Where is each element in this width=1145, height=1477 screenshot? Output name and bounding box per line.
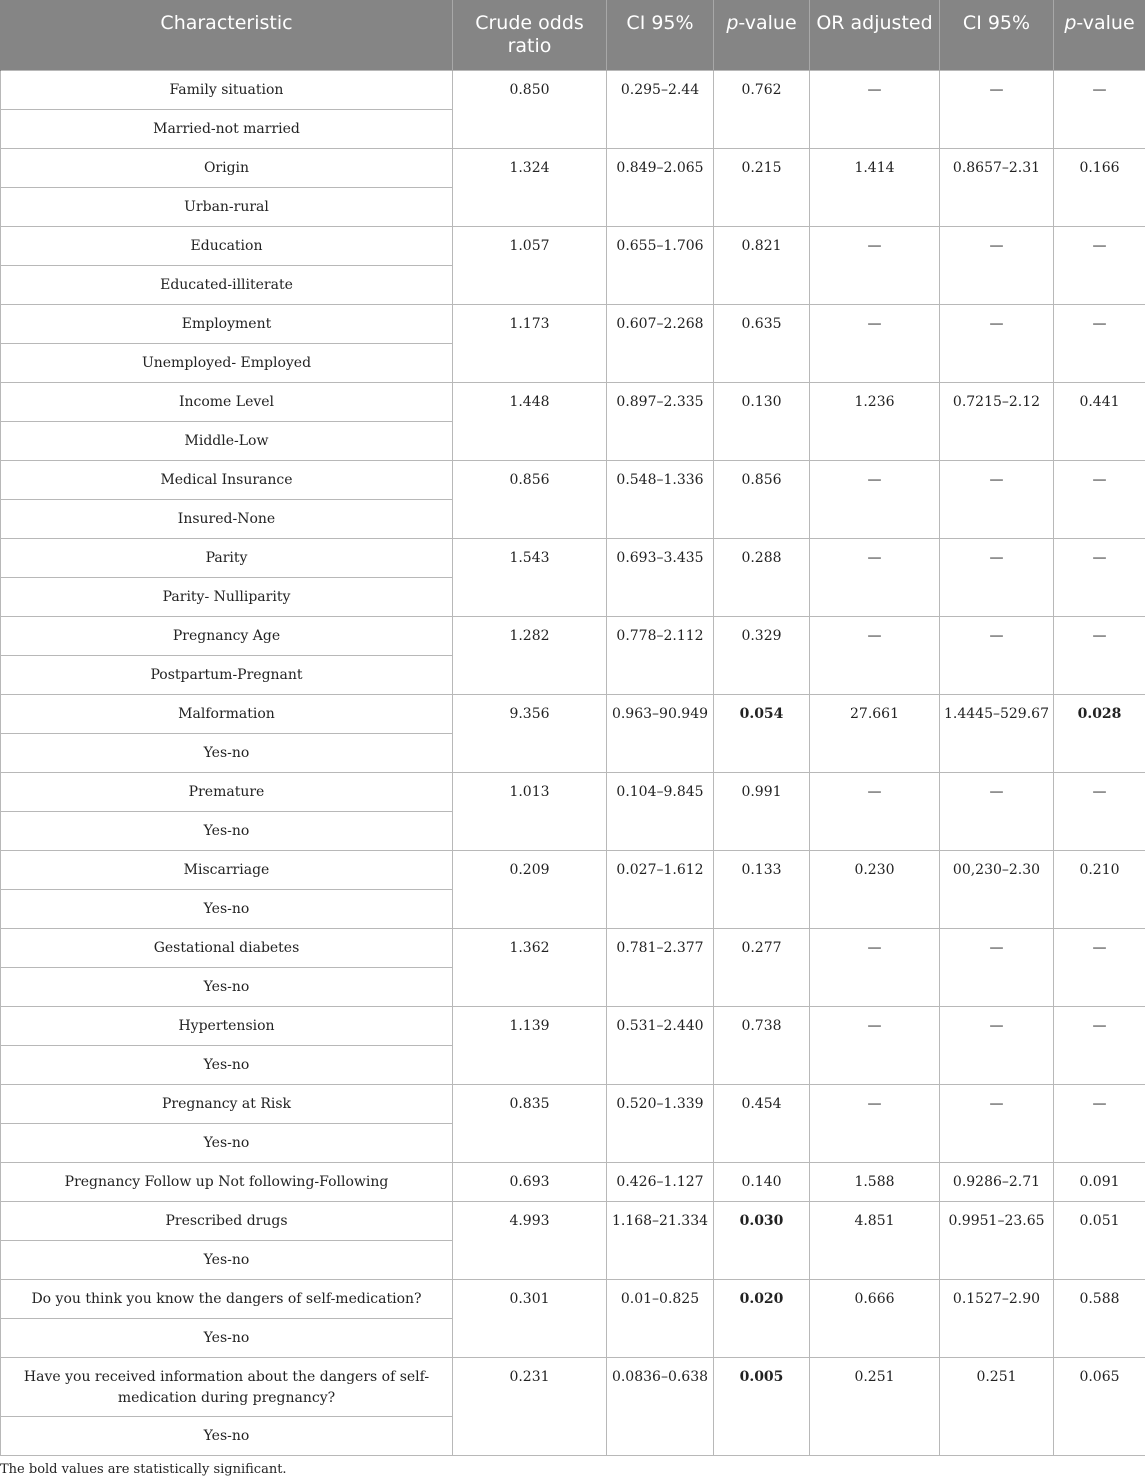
characteristic-cell: Do you think you know the dangers of self-medication?: [1, 1279, 453, 1318]
table-body: [1, 70, 1145, 1455]
crude-odds-ratio-cell: 9.356: [453, 694, 607, 772]
table-row: [1, 850, 1145, 889]
p-value-cell: 0.133: [714, 850, 810, 928]
or-adjusted-cell: 0.230: [810, 850, 940, 928]
header-p-value-label: -value: [738, 12, 796, 34]
ci-95-adjusted-cell: 00,230–2.30: [940, 850, 1054, 928]
characteristic-sub-cell: Yes-no: [1, 811, 453, 850]
crude-odds-ratio-cell: 1.173: [453, 304, 607, 382]
characteristic-cell: Medical Insurance: [1, 460, 453, 499]
ci-95-adjusted-cell: —: [940, 928, 1054, 1006]
p-value-adjusted-cell: 0.065: [1054, 1357, 1145, 1455]
header-or-adjusted: OR adjusted: [810, 0, 940, 70]
crude-odds-ratio-cell: 0.209: [453, 850, 607, 928]
header-ci-95: CI 95%: [607, 0, 714, 70]
header-p-value: [714, 0, 810, 70]
crude-odds-ratio-cell: 0.835: [453, 1084, 607, 1162]
p-value-adjusted-cell: 0.091: [1054, 1162, 1145, 1201]
ci-95-cell: 0.607–2.268: [607, 304, 714, 382]
characteristic-cell: Parity: [1, 538, 453, 577]
ci-95-cell: 0.693–3.435: [607, 538, 714, 616]
table-row: [1, 1162, 1145, 1201]
or-adjusted-cell: —: [810, 226, 940, 304]
characteristic-cell: Gestational diabetes: [1, 928, 453, 967]
ci-95-cell: 0.778–2.112: [607, 616, 714, 694]
p-value-adjusted-cell: 0.441: [1054, 382, 1145, 460]
ci-95-cell: 0.897–2.335: [607, 382, 714, 460]
p-value-cell: 0.454: [714, 1084, 810, 1162]
characteristic-cell: Have you received information about the dangers of self-medication during pregnancy?: [1, 1357, 453, 1416]
ci-95-cell: 1.168–21.334: [607, 1201, 714, 1279]
ci-95-cell: 0.548–1.336: [607, 460, 714, 538]
p-value-adjusted-cell: —: [1054, 616, 1145, 694]
ci-95-adjusted-cell: 0.7215–2.12: [940, 382, 1054, 460]
or-adjusted-cell: —: [810, 304, 940, 382]
characteristic-cell: Premature: [1, 772, 453, 811]
ci-95-adjusted-cell: —: [940, 616, 1054, 694]
characteristic-sub-cell: Postpartum-Pregnant: [1, 655, 453, 694]
or-adjusted-cell: 1.414: [810, 148, 940, 226]
ci-95-adjusted-cell: —: [940, 1006, 1054, 1084]
ci-95-adjusted-cell: —: [940, 1084, 1054, 1162]
p-value-cell: 0.762: [714, 70, 810, 148]
or-adjusted-cell: 0.666: [810, 1279, 940, 1357]
crude-odds-ratio-cell: 1.282: [453, 616, 607, 694]
table-row: [1, 772, 1145, 811]
ci-95-cell: 0.0836–0.638: [607, 1357, 714, 1455]
p-value-cell: 0.215: [714, 148, 810, 226]
ci-95-cell: 0.520–1.339: [607, 1084, 714, 1162]
crude-odds-ratio-cell: 1.448: [453, 382, 607, 460]
characteristic-cell: Prescribed drugs: [1, 1201, 453, 1240]
ci-95-adjusted-cell: 1.4445–529.67: [940, 694, 1054, 772]
table-row: [1, 1006, 1145, 1045]
ci-95-cell: 0.295–2.44: [607, 70, 714, 148]
or-adjusted-cell: 1.588: [810, 1162, 940, 1201]
table-row: [1, 928, 1145, 967]
characteristic-cell: Pregnancy Follow up Not following-Following: [1, 1162, 453, 1201]
ci-95-adjusted-cell: 0.1527–2.90: [940, 1279, 1054, 1357]
header-p-value-adjusted: [1054, 0, 1145, 70]
characteristic-sub-cell: Yes-no: [1, 1318, 453, 1357]
p-value-adjusted-cell: 0.028: [1054, 694, 1145, 772]
crude-odds-ratio-cell: 4.993: [453, 1201, 607, 1279]
header-ci-95-adjusted: CI 95%: [940, 0, 1054, 70]
p-value-adjusted-cell: —: [1054, 226, 1145, 304]
ci-95-adjusted-cell: —: [940, 226, 1054, 304]
ci-95-cell: 0.963–90.949: [607, 694, 714, 772]
p-value-cell: 0.020: [714, 1279, 810, 1357]
characteristic-cell: Malformation: [1, 694, 453, 733]
crude-odds-ratio-cell: 1.139: [453, 1006, 607, 1084]
crude-odds-ratio-cell: 0.850: [453, 70, 607, 148]
ci-95-cell: 0.531–2.440: [607, 1006, 714, 1084]
table-row: [1, 1084, 1145, 1123]
table-row: [1, 460, 1145, 499]
characteristic-cell: Miscarriage: [1, 850, 453, 889]
header-characteristic: Characteristic: [1, 0, 453, 70]
table-row: [1, 1201, 1145, 1240]
or-adjusted-cell: —: [810, 460, 940, 538]
p-value-cell: 0.856: [714, 460, 810, 538]
table-row: [1, 1357, 1145, 1416]
characteristic-cell: Family situation: [1, 70, 453, 109]
or-adjusted-cell: —: [810, 70, 940, 148]
or-adjusted-cell: —: [810, 772, 940, 850]
ci-95-cell: 0.01–0.825: [607, 1279, 714, 1357]
table-row: [1, 226, 1145, 265]
characteristic-sub-cell: Yes-no: [1, 1045, 453, 1084]
p-value-adjusted-cell: —: [1054, 460, 1145, 538]
table-row: [1, 304, 1145, 343]
ci-95-adjusted-cell: —: [940, 304, 1054, 382]
crude-odds-ratio-cell: 0.301: [453, 1279, 607, 1357]
table-row: [1, 694, 1145, 733]
table-row: [1, 1279, 1145, 1318]
p-value-cell: 0.005: [714, 1357, 810, 1455]
ci-95-cell: 0.104–9.845: [607, 772, 714, 850]
characteristic-sub-cell: Insured-None: [1, 499, 453, 538]
or-adjusted-cell: —: [810, 616, 940, 694]
p-value-cell: 0.635: [714, 304, 810, 382]
header-p-italic: p: [726, 12, 738, 34]
p-value-adjusted-cell: —: [1054, 772, 1145, 850]
crude-odds-ratio-cell: 1.013: [453, 772, 607, 850]
table-row: [1, 616, 1145, 655]
p-value-adjusted-cell: —: [1054, 304, 1145, 382]
p-value-adjusted-cell: —: [1054, 1006, 1145, 1084]
characteristic-sub-cell: Yes-no: [1, 1416, 453, 1455]
header-p-value-adjusted-label: -value: [1076, 12, 1134, 34]
table-row: [1, 148, 1145, 187]
p-value-cell: 0.821: [714, 226, 810, 304]
ci-95-adjusted-cell: 0.9286–2.71: [940, 1162, 1054, 1201]
characteristic-cell: Origin: [1, 148, 453, 187]
ci-95-adjusted-cell: 0.251: [940, 1357, 1054, 1455]
p-value-adjusted-cell: 0.051: [1054, 1201, 1145, 1279]
p-value-cell: 0.130: [714, 382, 810, 460]
crude-odds-ratio-cell: 0.856: [453, 460, 607, 538]
or-adjusted-cell: 27.661: [810, 694, 940, 772]
p-value-cell: 0.288: [714, 538, 810, 616]
crude-odds-ratio-cell: 0.231: [453, 1357, 607, 1455]
table-header: [1, 0, 1145, 70]
characteristic-sub-cell: Urban-rural: [1, 187, 453, 226]
or-adjusted-cell: 0.251: [810, 1357, 940, 1455]
p-value-adjusted-cell: —: [1054, 70, 1145, 148]
crude-odds-ratio-cell: 0.693: [453, 1162, 607, 1201]
or-adjusted-cell: —: [810, 1084, 940, 1162]
or-adjusted-cell: —: [810, 1006, 940, 1084]
characteristic-cell: Pregnancy at Risk: [1, 1084, 453, 1123]
p-value-adjusted-cell: —: [1054, 538, 1145, 616]
characteristic-sub-cell: Yes-no: [1, 1240, 453, 1279]
characteristic-cell: Pregnancy Age: [1, 616, 453, 655]
p-value-adjusted-cell: 0.588: [1054, 1279, 1145, 1357]
table-footnote: The bold values are statistically significant.: [0, 1462, 1145, 1477]
table-row: [1, 70, 1145, 109]
p-value-cell: 0.991: [714, 772, 810, 850]
header-crude-odds-ratio: Crude odds ratio: [453, 0, 607, 70]
ci-95-adjusted-cell: 0.9951–23.65: [940, 1201, 1054, 1279]
table-row: [1, 538, 1145, 577]
p-value-cell: 0.054: [714, 694, 810, 772]
crude-odds-ratio-cell: 1.543: [453, 538, 607, 616]
table-row: [1, 382, 1145, 421]
characteristic-sub-cell: Parity- Nulliparity: [1, 577, 453, 616]
ci-95-adjusted-cell: —: [940, 70, 1054, 148]
characteristic-cell: Hypertension: [1, 1006, 453, 1045]
characteristic-cell: Income Level: [1, 382, 453, 421]
characteristic-cell: Employment: [1, 304, 453, 343]
header-p-italic-adjusted: p: [1064, 12, 1076, 34]
characteristic-sub-cell: Unemployed- Employed: [1, 343, 453, 382]
ci-95-cell: 0.655–1.706: [607, 226, 714, 304]
characteristic-sub-cell: Yes-no: [1, 889, 453, 928]
characteristic-sub-cell: Educated-illiterate: [1, 265, 453, 304]
p-value-adjusted-cell: —: [1054, 1084, 1145, 1162]
or-adjusted-cell: —: [810, 928, 940, 1006]
or-adjusted-cell: —: [810, 538, 940, 616]
characteristic-sub-cell: Yes-no: [1, 1123, 453, 1162]
crude-odds-ratio-cell: 1.324: [453, 148, 607, 226]
characteristic-sub-cell: Yes-no: [1, 967, 453, 1006]
ci-95-adjusted-cell: —: [940, 538, 1054, 616]
p-value-adjusted-cell: 0.166: [1054, 148, 1145, 226]
p-value-cell: 0.329: [714, 616, 810, 694]
characteristic-sub-cell: Middle-Low: [1, 421, 453, 460]
or-adjusted-cell: 4.851: [810, 1201, 940, 1279]
ci-95-cell: 0.426–1.127: [607, 1162, 714, 1201]
ci-95-adjusted-cell: —: [940, 772, 1054, 850]
ci-95-adjusted-cell: 0.8657–2.31: [940, 148, 1054, 226]
characteristic-cell: Education: [1, 226, 453, 265]
crude-odds-ratio-cell: 1.057: [453, 226, 607, 304]
crude-odds-ratio-cell: 1.362: [453, 928, 607, 1006]
characteristic-sub-cell: Yes-no: [1, 733, 453, 772]
characteristic-sub-cell: Married-not married: [1, 109, 453, 148]
p-value-cell: 0.140: [714, 1162, 810, 1201]
ci-95-adjusted-cell: —: [940, 460, 1054, 538]
p-value-cell: 0.277: [714, 928, 810, 1006]
ci-95-cell: 0.781–2.377: [607, 928, 714, 1006]
ci-95-cell: 0.849–2.065: [607, 148, 714, 226]
p-value-adjusted-cell: —: [1054, 928, 1145, 1006]
p-value-adjusted-cell: 0.210: [1054, 850, 1145, 928]
or-adjusted-cell: 1.236: [810, 382, 940, 460]
p-value-cell: 0.738: [714, 1006, 810, 1084]
p-value-cell: 0.030: [714, 1201, 810, 1279]
ci-95-cell: 0.027–1.612: [607, 850, 714, 928]
